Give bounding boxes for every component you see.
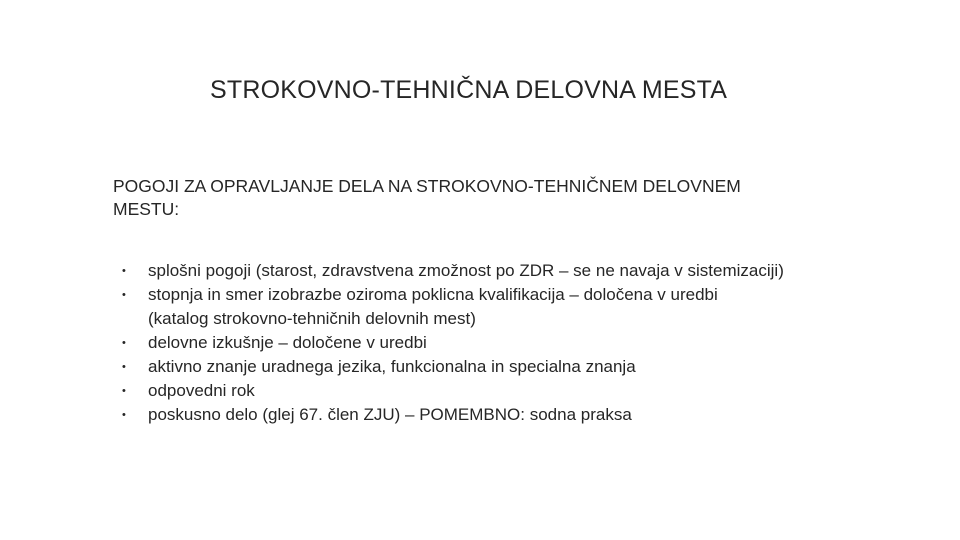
bullet-line: poskusno delo (glej 67. člen ZJU) – POMEMBNO: sodna praksa — [148, 405, 632, 424]
bullet-line: (katalog strokovno-tehničnih delovnih mest) — [148, 309, 476, 328]
bullet-line: odpovedni rok — [148, 381, 255, 400]
bullet-text — [148, 403, 873, 427]
bullet-list — [113, 259, 873, 427]
bullet-icon: • — [122, 337, 126, 349]
bullet-line: aktivno znanje uradnega jezika, funkcionalna in specialna znanja — [148, 357, 636, 376]
bullet-item — [122, 259, 873, 283]
bullet-text — [148, 283, 873, 331]
bullet-text — [148, 259, 873, 283]
bullet-icon: • — [122, 409, 126, 421]
bullet-text — [148, 355, 873, 379]
bullet-line: stopnja in smer izobrazbe oziroma poklicna kvalifikacija – določena v uredbi — [148, 285, 718, 304]
bullet-text — [148, 331, 873, 355]
bullet-icon: • — [122, 361, 126, 373]
bullet-item — [122, 379, 873, 403]
bullet-line: splošni pogoji (starost, zdravstvena zmožnost po ZDR – se ne navaja v sistemizaciji) — [148, 261, 784, 280]
bullet-item — [122, 403, 873, 427]
bullet-item — [122, 331, 873, 355]
bullet-item — [122, 283, 873, 331]
slide-subtitle — [113, 175, 873, 221]
slide-title: STROKOVNO-TEHNIČNA DELOVNA MESTA — [210, 76, 728, 104]
subtitle-line: MESTU: — [113, 199, 180, 219]
bullet-line: delovne izkušnje – določene v uredbi — [148, 333, 427, 352]
bullet-icon: • — [122, 265, 126, 277]
slide-content — [113, 175, 873, 427]
subtitle-line: POGOJI ZA OPRAVLJANJE DELA NA STROKOVNO-TEHNIČNEM DELOVNEM — [113, 176, 741, 196]
bullet-text — [148, 379, 873, 403]
bullet-item — [122, 355, 873, 379]
bullet-icon: • — [122, 385, 126, 397]
bullet-icon: • — [122, 289, 126, 301]
